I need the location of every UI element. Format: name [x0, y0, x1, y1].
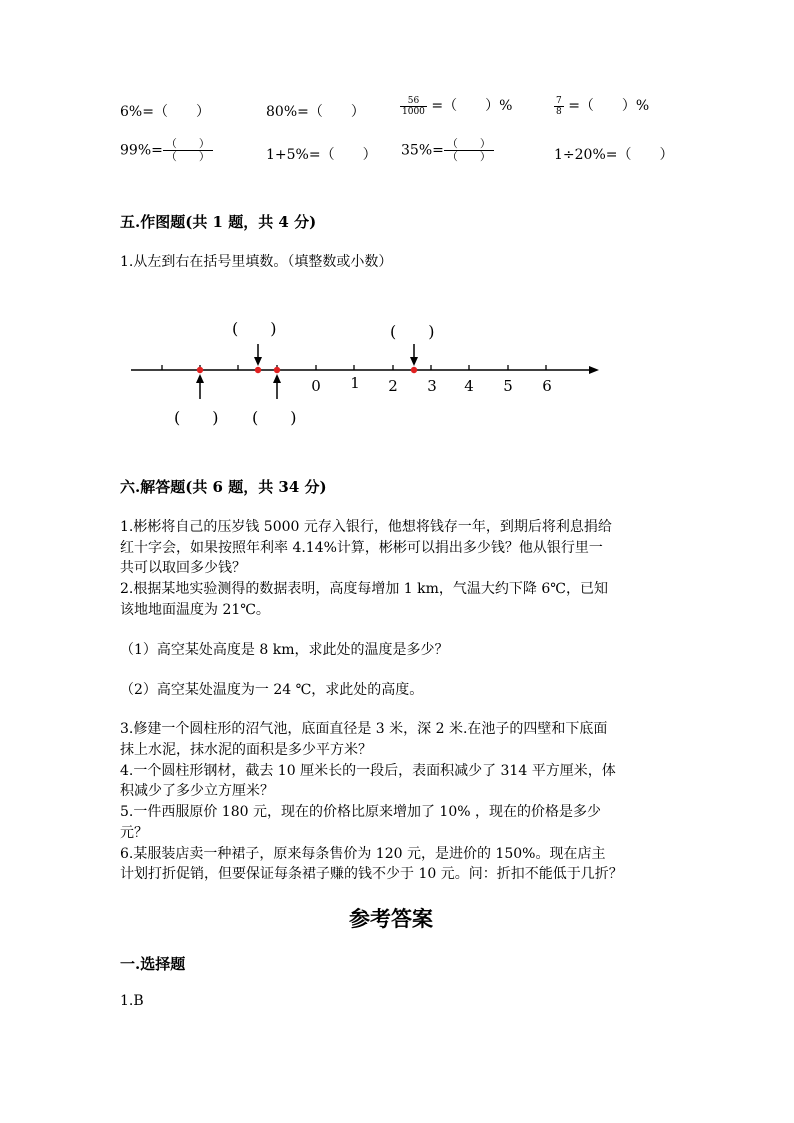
q1-line-3: 共可以取回多少钱？ [120, 560, 246, 576]
point-b [255, 367, 261, 373]
up-arrow-icon [196, 374, 204, 399]
bracket-top-left: ( ) [232, 319, 277, 338]
tick-label-1: 1 [350, 374, 360, 392]
fraction-blank: （ ） （ ） [163, 138, 213, 163]
point-d [411, 367, 417, 373]
eq-1-plus-5-percent: 1+5%=（ ） [266, 147, 377, 163]
fraction-blank: （ ） （ ） [444, 138, 494, 163]
eq-56-over-1000: $\frac{56}{1000}$ =（ ）% [402, 95, 513, 117]
q3-line-2: 抹上水泥，抹水泥的面积是多少平方米？ [120, 742, 372, 758]
q3-line-1: 3.修建一个圆柱形的沼气池，底面直径是 3 米，深 2 米.在池子的四壁和下底面 [120, 721, 608, 737]
answer-1: 1.B [120, 993, 144, 1009]
axis-arrow-icon [589, 366, 599, 374]
q5-line-1: 5.一件西服原价 180 元，现在的价格比原来增加了 10% ，现在的价格是多少 [120, 804, 601, 820]
q4-line-2: 积减少了多少立方厘米？ [120, 783, 274, 799]
q4-line-1: 4.一个圆柱形钢材，截去 10 厘米长的一段后，表面积减少了 314 平方厘米，体 [120, 763, 616, 779]
tick-label-6: 6 [542, 377, 552, 395]
bracket-bottom-left: ( ) [174, 408, 219, 427]
q2-sub-2: （2）高空某处温度为一 24 ℃，求此处的高度。 [120, 682, 424, 698]
point-c [274, 367, 280, 373]
section-5-question-1: 1.从左到右在括号里填数。（填整数或小数） [120, 254, 393, 270]
tick-label-4: 4 [464, 377, 474, 395]
eq-1-div-20-percent: 1÷20%=（ ） [554, 147, 674, 163]
q2-sub-1: （1）高空某处高度是 8 km，求此处的温度是多少？ [120, 642, 449, 658]
q5-line-2: 元？ [120, 825, 148, 841]
bracket-bottom-right: ( ) [252, 408, 297, 427]
down-arrow-icon [254, 344, 262, 366]
answers-title: 参考答案 [349, 906, 433, 931]
q1-line-2: 红十字会，如果按照年利率 4.14%计算，彬彬可以捐出多少钱？他从银行里一 [120, 540, 603, 556]
tick-label-5: 5 [503, 377, 513, 395]
fraction-7-8: $\frac{7}{8}$ [556, 95, 562, 117]
up-arrow-icon [273, 374, 281, 399]
eq-80-percent: 80%=（ ） [266, 104, 365, 120]
eq-99-percent: 99%= （ ） （ ） [120, 138, 213, 163]
section-5-heading: 五.作图题(共 1 题，共 4 分) [120, 213, 317, 231]
eq-7-over-8: $\frac{7}{8}$ =（ ）% [556, 95, 650, 117]
section-6-heading: 六.解答题(共 6 题，共 34 分) [120, 478, 327, 496]
eq-6-percent: 6%=（ ） [120, 104, 210, 120]
tick-label-0: 0 [311, 377, 321, 395]
q6-line-1: 6.某服装店卖一种裙子，原来每条售价为 120 元，是进价的 150%。现在店主 [120, 846, 606, 862]
tick-label-3: 3 [427, 377, 437, 395]
tick-label-2: 2 [388, 377, 398, 395]
q2-line-2: 该地地面温度为 21℃。 [120, 602, 270, 618]
bracket-top-right: ( ) [390, 322, 435, 341]
eq-35-percent: 35%= （ ） （ ） [401, 138, 494, 163]
q6-line-2: 计划打折促销，但要保证每条裙子赚的钱不少于 10 元。问：折扣不能低于几折？ [120, 866, 623, 882]
q1-line-1: 1.彬彬将自己的压岁钱 5000 元存入银行，他想将钱存一年，到期后将利息捐给 [120, 519, 612, 535]
point-a [197, 367, 203, 373]
down-arrow-icon [410, 344, 418, 366]
number-line-figure [0, 315, 794, 435]
q2-line-1: 2.根据某地实验测得的数据表明，高度每增加 1 km，气温大约下降 6℃，已知 [120, 581, 608, 597]
fraction-56-1000: $\frac{56}{1000}$ [402, 95, 425, 117]
answers-section-1-heading: 一.选择题 [120, 955, 186, 973]
